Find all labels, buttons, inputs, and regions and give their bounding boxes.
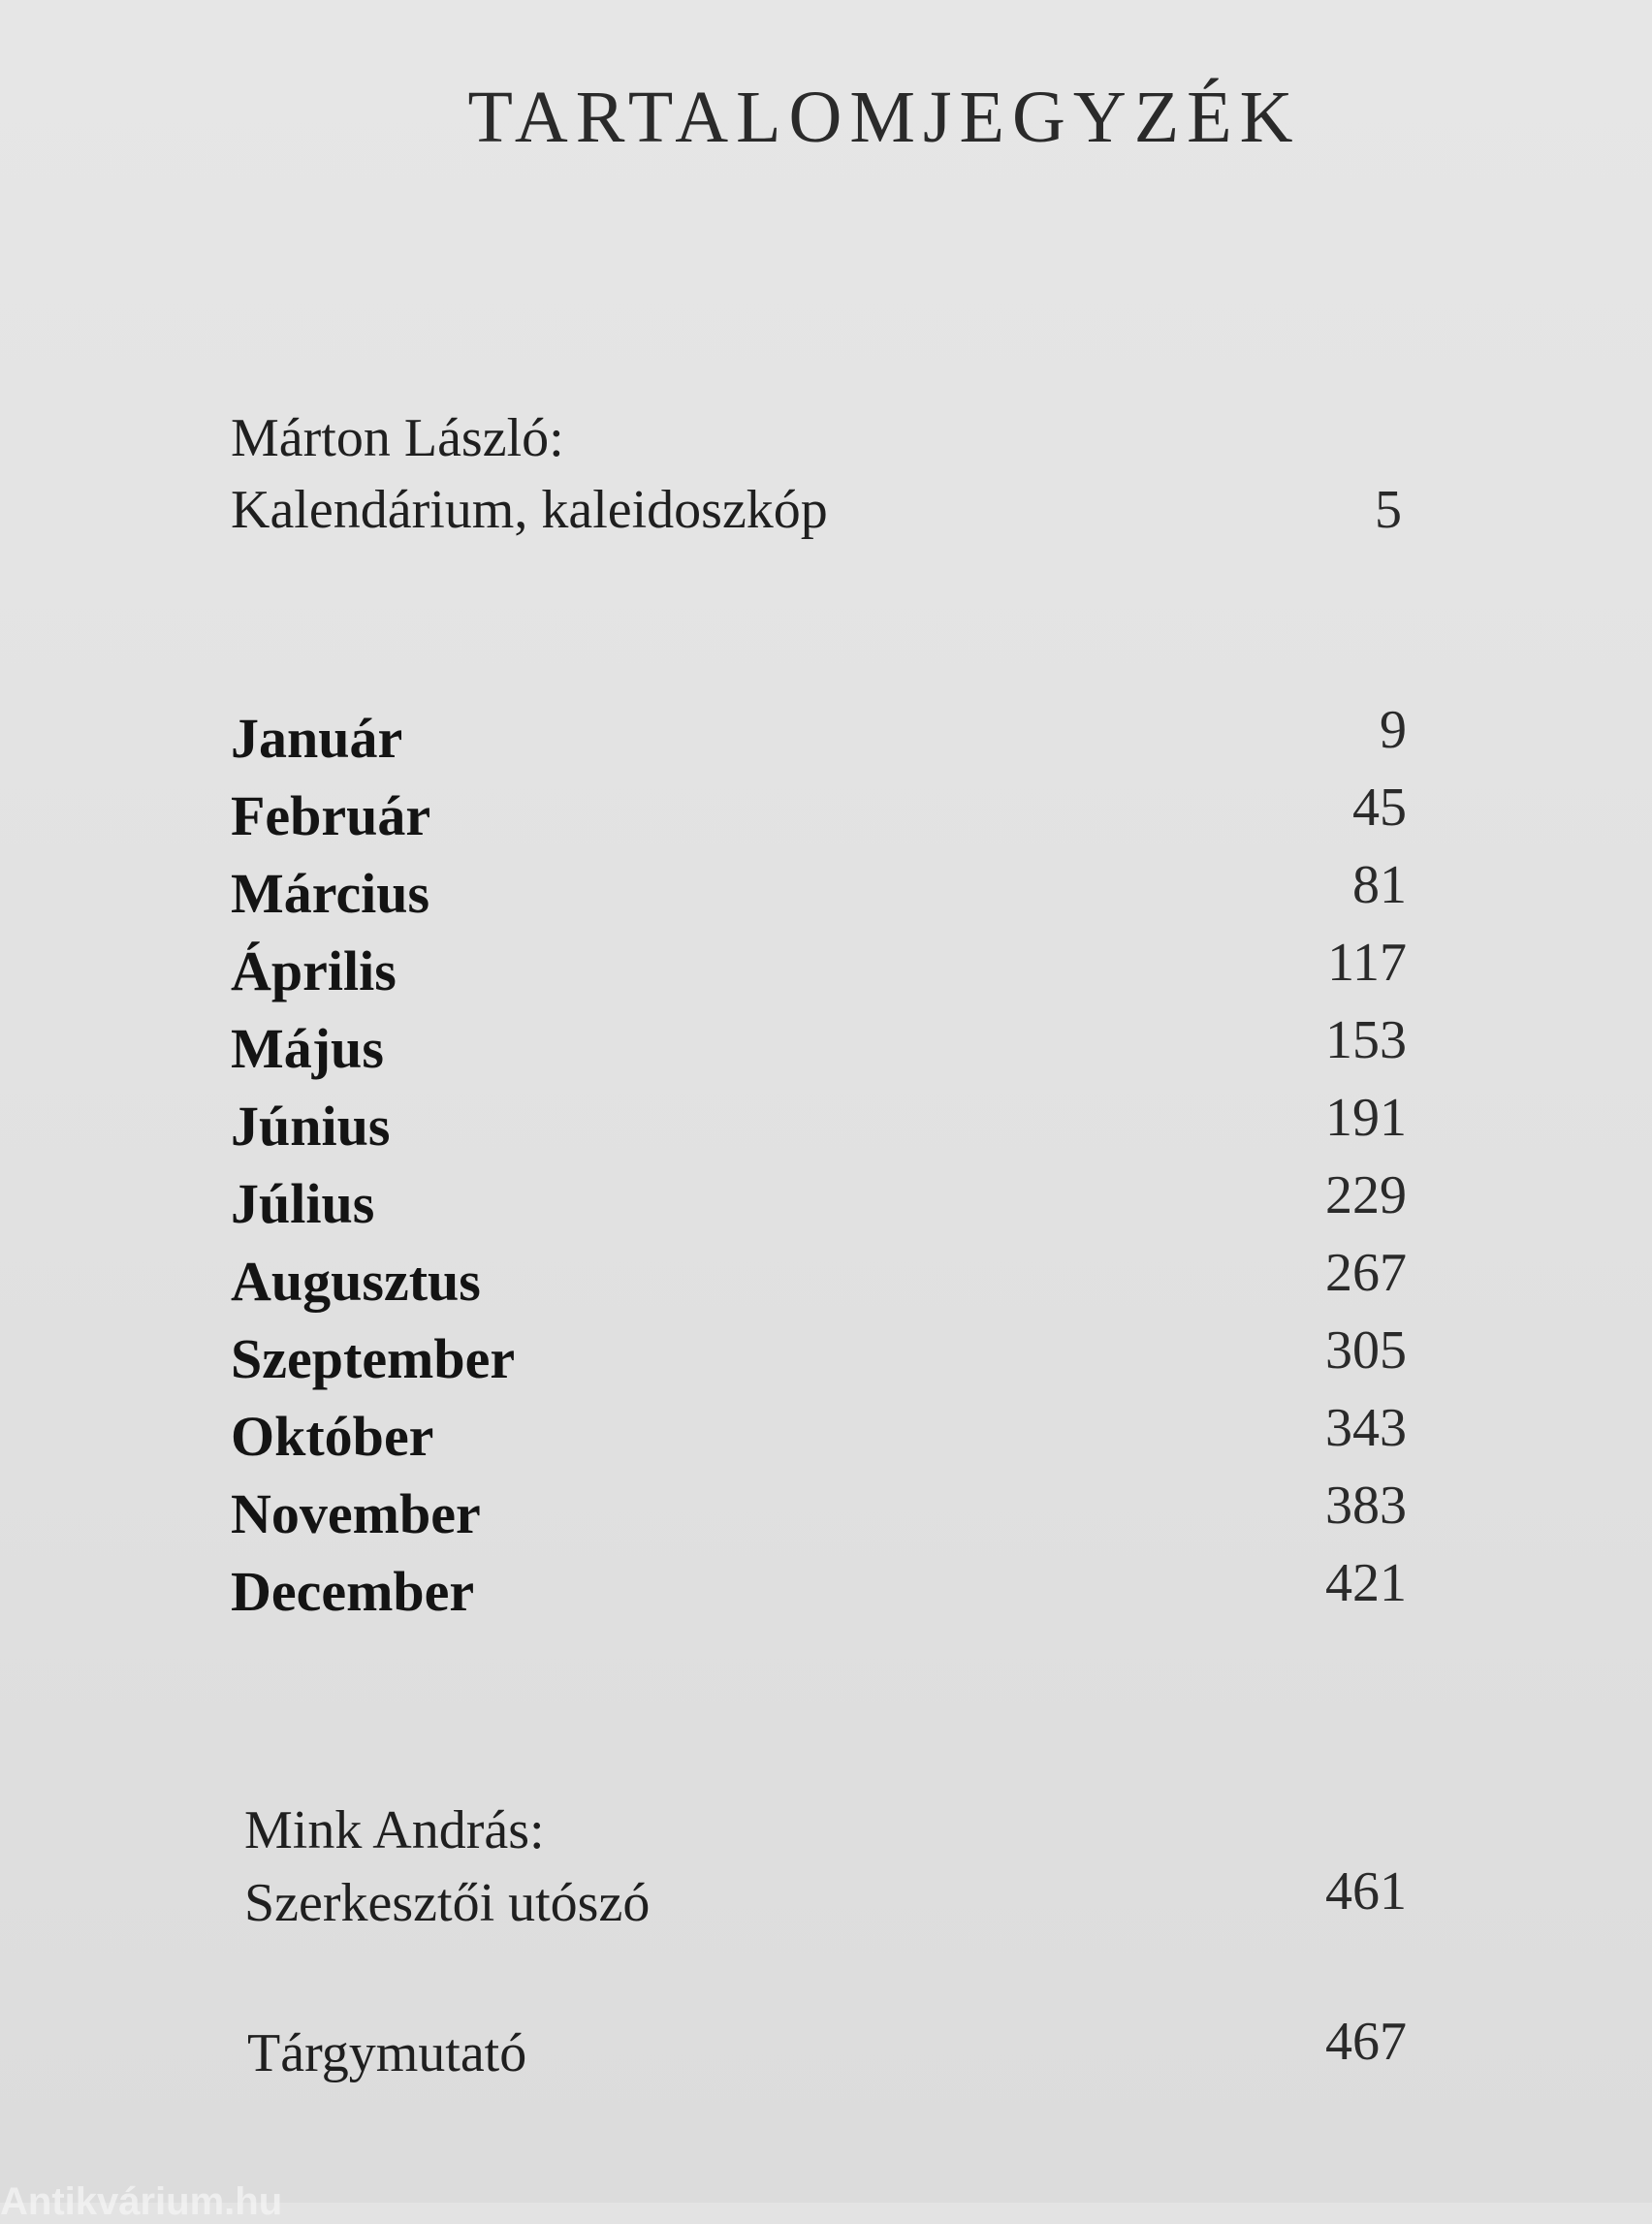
toc-label: Április	[231, 939, 397, 1002]
toc-entry-intro	[231, 463, 1407, 541]
toc-entry-month	[231, 1081, 1407, 1159]
toc-page-number: 45	[1352, 778, 1407, 838]
toc-entry-month	[231, 848, 1407, 926]
toc-label: Július	[231, 1172, 375, 1235]
toc-label: Március	[231, 862, 430, 925]
toc-page-number: 117	[1327, 933, 1407, 993]
toc-entry-afterword	[244, 1857, 1407, 1934]
toc-page-number: 305	[1325, 1320, 1407, 1381]
toc-entry-month	[231, 1546, 1407, 1624]
toc-page-number: 81	[1352, 855, 1407, 915]
toc-label: Augusztus	[231, 1250, 481, 1313]
toc-label: Május	[231, 1017, 384, 1080]
toc-page-number: 191	[1325, 1088, 1407, 1148]
toc-entry-month	[231, 1469, 1407, 1546]
page-title: TARTALOMJEGYZÉK	[467, 77, 1301, 158]
toc-page-number: 9	[1380, 700, 1407, 760]
toc-page-number: 267	[1325, 1243, 1407, 1303]
toc-author: Márton László:	[231, 408, 564, 468]
toc-page-number: 421	[1325, 1553, 1407, 1613]
toc-label: Szerkesztői utószó	[244, 1873, 651, 1933]
toc-entry-month	[231, 693, 1407, 771]
toc-entry-month	[231, 771, 1407, 848]
toc-entry-month	[231, 1003, 1407, 1081]
toc-entry-intro-author	[231, 392, 1407, 469]
toc-entry-month	[231, 1159, 1407, 1236]
toc-page-number: 5	[1375, 480, 1402, 540]
toc-entry-afterword-author	[244, 1784, 1407, 1861]
toc-entry-month	[231, 1236, 1407, 1314]
toc-page-number: 467	[1325, 2012, 1407, 2072]
toc-label: Tárgymutató	[247, 2023, 527, 2083]
watermark-text: Antikvárium.hu	[0, 2180, 283, 2223]
toc-page-number: 461	[1325, 1861, 1407, 1922]
toc-entry-month	[231, 1314, 1407, 1391]
toc-label: December	[231, 1560, 475, 1623]
toc-label: November	[231, 1482, 481, 1545]
toc-page-number: 153	[1325, 1010, 1407, 1070]
toc-label: Kalendárium, kaleidoszkóp	[231, 480, 828, 540]
toc-label: Február	[231, 784, 431, 847]
toc-label: Június	[231, 1095, 391, 1158]
toc-label: Január	[231, 707, 403, 770]
toc-author: Mink András:	[244, 1800, 545, 1860]
toc-entry-index	[247, 2007, 1407, 2084]
toc-page-number: 383	[1325, 1476, 1407, 1536]
toc-label: Október	[231, 1405, 434, 1468]
toc-page-number: 229	[1325, 1165, 1407, 1225]
toc-label: Szeptember	[231, 1327, 516, 1390]
toc-entry-month	[231, 1391, 1407, 1469]
toc-page-number: 343	[1325, 1398, 1407, 1458]
toc-entry-month	[231, 926, 1407, 1003]
